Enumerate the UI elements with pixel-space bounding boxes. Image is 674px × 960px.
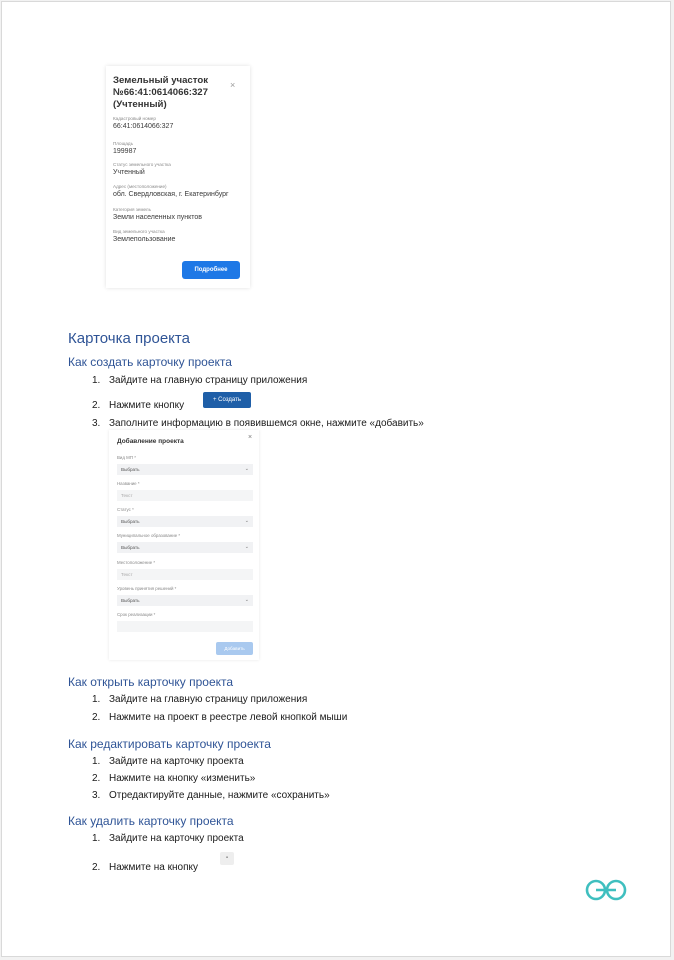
parcel-field-label: Вид земельного участка: [113, 229, 165, 234]
document-page: [1, 1, 671, 957]
decision-level-select[interactable]: Выбрать ⌄: [117, 595, 253, 606]
field-label: Срок реализации *: [117, 612, 156, 617]
field-label: Уровень принятия решений *: [117, 586, 177, 591]
add-project-dialog: [109, 430, 259, 660]
land-parcel-card: [106, 66, 250, 288]
close-icon[interactable]: ×: [248, 434, 253, 441]
parcel-field-label: Кадастровый номер: [113, 116, 156, 121]
create-heading: Как создать карточку проекта: [68, 355, 232, 369]
edit-heading: Как редактировать карточку проекта: [68, 737, 271, 751]
parcel-title: Земельный участок №66:41:0614066:327 (Учтенный): [113, 75, 209, 110]
add-button[interactable]: Добавить: [216, 642, 253, 655]
create-button[interactable]: + Создать: [203, 392, 251, 408]
municipality-select[interactable]: Выбрать ⌄: [117, 542, 253, 553]
delete-heading: Как удалить карточку проекта: [68, 814, 234, 828]
delete-button[interactable]: [220, 852, 234, 865]
list-item: 2. Нажмите на кнопку «изменить»: [92, 773, 256, 784]
parcel-field-value: Земли населенных пунктов: [113, 214, 203, 221]
field-label: Местоположение *: [117, 560, 156, 565]
field-label: Статус *: [117, 507, 134, 512]
trash-icon: ▪: [225, 855, 229, 861]
parcel-field-value: Землепользование: [113, 236, 176, 243]
details-button[interactable]: Подробнее: [182, 261, 240, 279]
list-item: 1. Зайдите на карточку проекта: [92, 833, 244, 844]
open-heading: Как открыть карточку проекта: [68, 675, 234, 689]
brand-logo-icon: [583, 876, 629, 904]
list-item: 3. Отредактируйте данные, нажмите «сохранить»: [92, 790, 330, 801]
name-input[interactable]: Текст: [117, 490, 253, 501]
list-item: 2. Нажмите на проект в реестре левой кнопкой мыши: [92, 712, 348, 723]
section-title: Карточка проекта: [68, 330, 190, 347]
parcel-field-label: Статус земельного участка: [113, 162, 171, 167]
parcel-field-value: 199987: [113, 148, 137, 155]
field-label: Название *: [117, 481, 140, 486]
list-item: 3. Заполните информацию в появившемся окне, нажмите «добавить»: [92, 418, 424, 429]
parcel-field-value: обл. Свердловская, г. Екатеринбург: [113, 191, 229, 198]
chevron-down-icon: ⌄: [244, 466, 249, 472]
parcel-field-label: Адрес (местоположение): [113, 184, 167, 189]
location-input[interactable]: Текст: [117, 569, 253, 580]
chevron-down-icon: ⌄: [244, 597, 249, 603]
status-select[interactable]: Выбрать ⌄: [117, 516, 253, 527]
parcel-field-value: Учтенный: [113, 169, 145, 176]
close-icon[interactable]: ×: [230, 80, 236, 90]
list-item: 1. Зайдите на главную страницу приложения: [92, 375, 308, 386]
list-item: 2. Нажмите кнопку: [92, 400, 185, 411]
field-label: Муниципальное образование *: [117, 533, 181, 538]
chevron-down-icon: ⌄: [244, 544, 249, 550]
chevron-down-icon: ⌄: [244, 518, 249, 524]
field-label: Вид МП *: [117, 455, 136, 460]
deadline-input[interactable]: [117, 621, 253, 632]
parcel-field-value: 66:41:0614066:327: [113, 123, 174, 130]
parcel-field-label: Площадь: [113, 141, 133, 146]
parcel-field-label: Категория земель: [113, 207, 151, 212]
dialog-title: Добавление проекта: [117, 438, 184, 445]
type-select[interactable]: Выбрать ⌄: [117, 464, 253, 475]
list-item: 2. Нажмите на кнопку: [92, 862, 198, 873]
list-item: 1. Зайдите на карточку проекта: [92, 756, 244, 767]
list-item: 1. Зайдите на главную страницу приложения: [92, 694, 308, 705]
